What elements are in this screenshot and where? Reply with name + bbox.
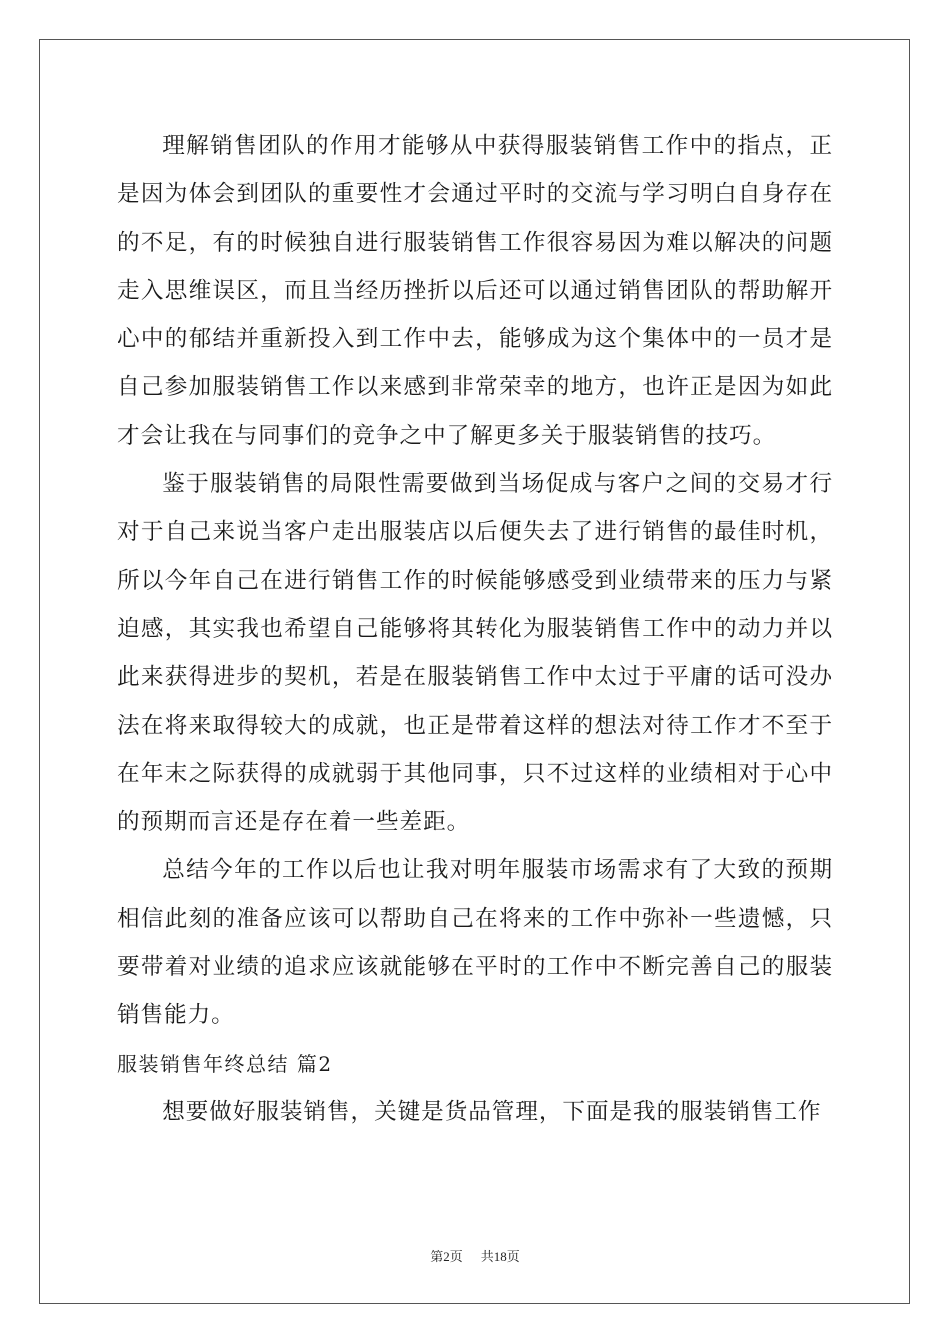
section-heading: 服装销售年终总结 篇2 — [117, 1051, 333, 1076]
paragraph: 总结今年的工作以后也让我对明年服装市场需求有了大致的预期相信此刻的准备应该可以帮助自己在将来的工作中弥补一些遗憾，只要带着对业绩的追求应该就能够在平时的工作中不断完善自己的服装销售能力。 — [117, 857, 833, 1029]
paragraph: 想要做好服装销售，关键是货品管理，下面是我的服装销售工作 — [162, 1098, 822, 1125]
page-total: 共18页 — [480, 1249, 520, 1264]
paragraph: 鉴于服装销售的局限性需要做到当场促成与客户之间的交易才行对于自己来说当客户走出服装店以后便失去了进行销售的最佳时机，所以今年自己在进行销售工作的时候能够感受到业绩带来的压力与紧迫感，其实我也希望自己能够将其转化为服装销售工作中的动力并以此来获得进步的契机，若是在服装销售工作中太过于平庸的话可没办法在将来取得较大的成就，也正是带着这样的想法对待工作才不至于在年末之际获得的成就弱于其他同事，只不过这样的业绩相对于心中的预期而言还是存在着一些差距。 — [117, 471, 833, 836]
paragraph: 理解销售团队的作用才能够从中获得服装销售工作中的指点，正是因为体会到团队的重要性才会通过平时的交流与学习明白自身存在的不足，有的时候独自进行服装销售工作很容易因为难以解决的问题走入思维误区，而且当经历挫折以后还可以通过销售团队的帮助解开心中的郁结并重新投入到工作中去，能够成为这个集体中的一员才是自己参加服装销售工作以来感到非常荣幸的地方，也许正是因为如此才会让我在与同事们的竞争之中了解更多关于服装销售的技巧。 — [117, 133, 833, 449]
page-footer — [0, 1246, 950, 1265]
page-number: 第2页 — [430, 1249, 463, 1264]
document-body — [117, 122, 833, 1136]
